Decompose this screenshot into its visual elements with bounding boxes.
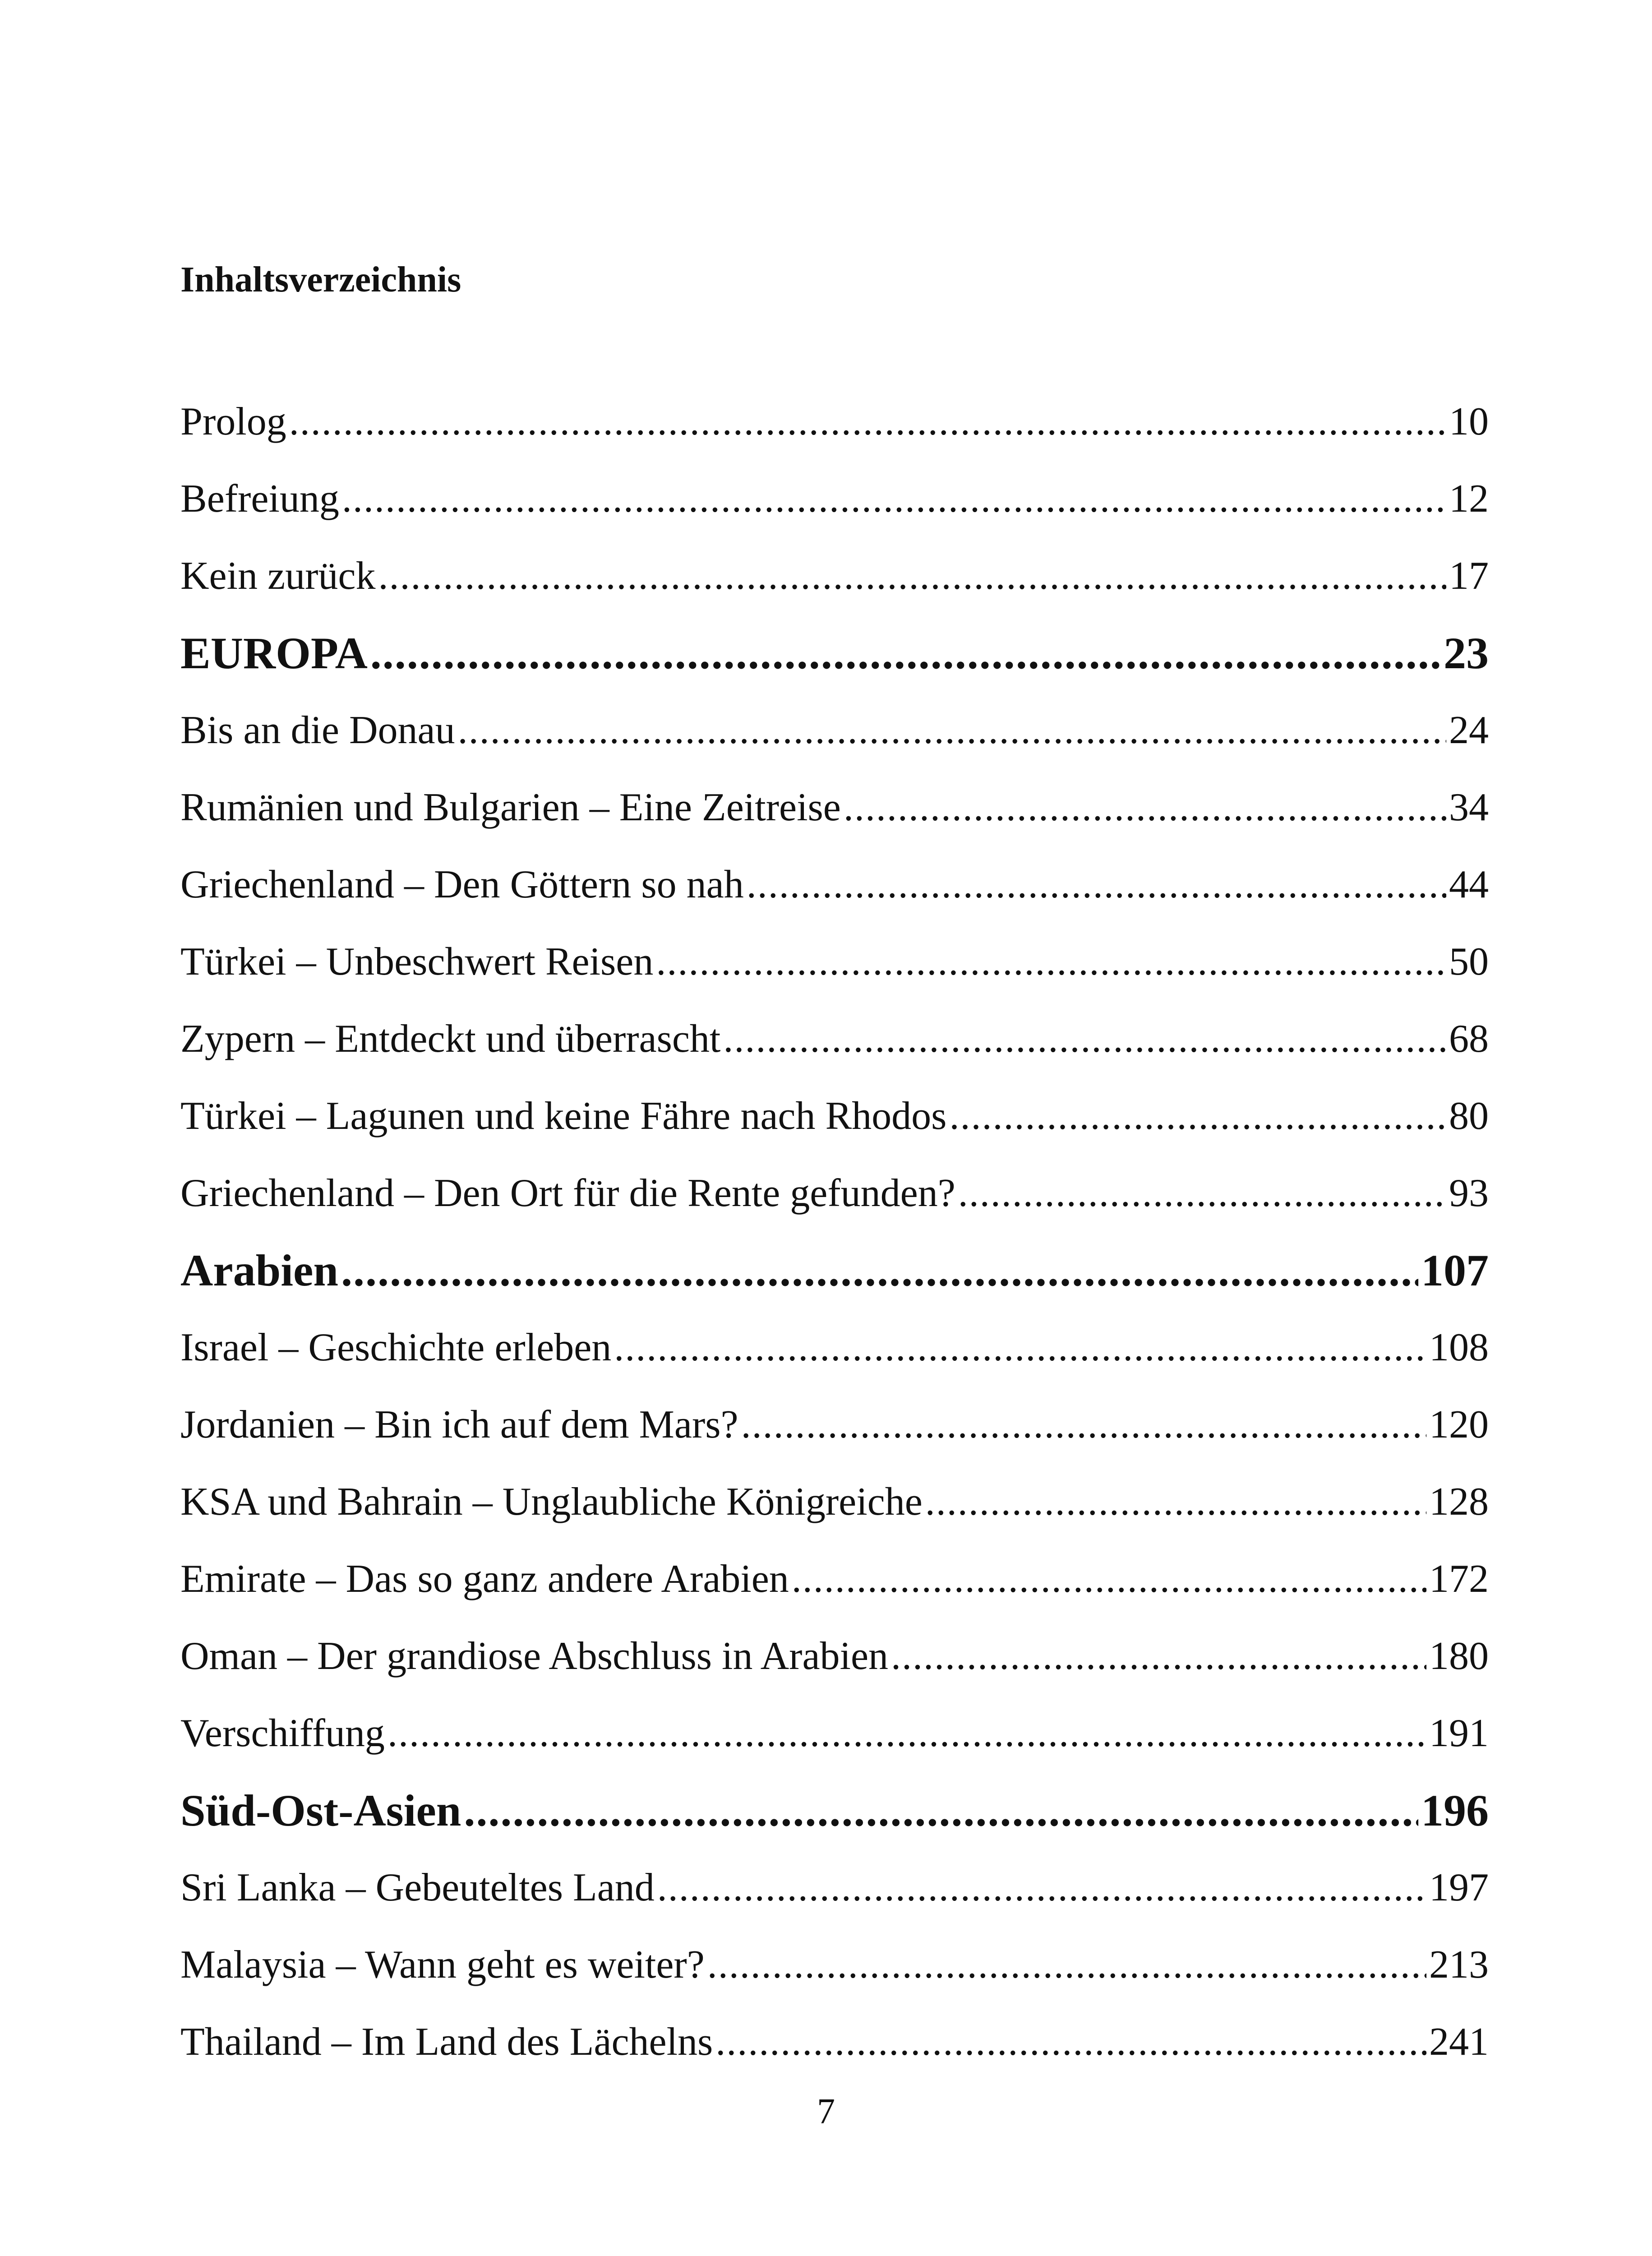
toc-entry[interactable] — [180, 547, 1489, 624]
toc-entry-page: 197 — [1429, 1866, 1489, 1909]
toc-dot-leader — [949, 1087, 1446, 1146]
toc-entry[interactable] — [180, 701, 1489, 778]
toc-dot-leader — [792, 1550, 1426, 1609]
toc-dot-leader — [378, 547, 1446, 606]
toc-entry[interactable] — [180, 1318, 1489, 1396]
toc-entry-title: Oman – Der grandiose Abschluss in Arabien — [180, 1634, 889, 1678]
toc-entry-title: EUROPA — [180, 628, 368, 678]
toc-dot-leader — [342, 470, 1446, 528]
toc-dot-leader — [464, 1781, 1418, 1840]
toc-dot-leader — [458, 701, 1446, 760]
toc-entry-title: KSA und Bahrain – Unglaubliche Königreiche — [180, 1480, 923, 1524]
toc-entry-title: Arabien — [180, 1245, 338, 1295]
toc-entry-page: 12 — [1449, 477, 1489, 521]
toc-entry-title: Verschiffung — [180, 1711, 385, 1755]
toc-entry-page: 180 — [1429, 1634, 1489, 1678]
toc-dot-leader — [844, 778, 1446, 837]
toc-entry-title: Kein zurück — [180, 554, 376, 598]
toc-entry[interactable] — [180, 1164, 1489, 1241]
toc-entry[interactable] — [180, 1473, 1489, 1550]
toc-entry-title: Israel – Geschichte erleben — [180, 1326, 612, 1369]
toc-dot-leader — [656, 933, 1446, 991]
toc-dot-leader — [657, 1858, 1426, 1917]
toc-dot-leader — [741, 1396, 1426, 1454]
toc-section-entry[interactable] — [180, 624, 1489, 701]
toc-entry[interactable] — [180, 1010, 1489, 1087]
toc-entry[interactable] — [180, 1087, 1489, 1164]
toc-dot-leader — [341, 1241, 1418, 1300]
toc-entry-title: Türkei – Unbeschwert Reisen — [180, 940, 654, 984]
toc-entry-page: 191 — [1429, 1711, 1489, 1755]
toc-entry-title: Prolog — [180, 400, 286, 444]
toc-entry-title: Sri Lanka – Gebeuteltes Land — [180, 1866, 655, 1909]
toc-entry-page: 213 — [1429, 1943, 1489, 1987]
toc-entry[interactable] — [180, 1858, 1489, 1936]
toc-section-entry[interactable] — [180, 1781, 1489, 1858]
toc-entry-title: Rumänien und Bulgarien – Eine Zeitreise — [180, 786, 841, 829]
toc-entry-page: 44 — [1449, 863, 1489, 906]
toc-entry[interactable] — [180, 2013, 1489, 2090]
toc-entry[interactable] — [180, 470, 1489, 547]
toc-entry-title: Malaysia – Wann geht es weiter? — [180, 1943, 705, 1987]
toc-dot-leader — [370, 624, 1441, 683]
toc-entry-title: Befreiung — [180, 477, 339, 521]
toc-entry[interactable] — [180, 1396, 1489, 1473]
toc-entry-page: 107 — [1421, 1245, 1489, 1295]
toc-entry-page: 108 — [1429, 1326, 1489, 1369]
page-number: 7 — [817, 2092, 835, 2131]
toc-entry[interactable] — [180, 855, 1489, 933]
toc-dot-leader — [925, 1473, 1426, 1531]
toc-entry-title: Bis an die Donau — [180, 708, 455, 752]
toc-entry[interactable] — [180, 393, 1489, 470]
toc-entry-page: 196 — [1421, 1785, 1489, 1835]
toc-dot-leader — [614, 1318, 1426, 1377]
toc-heading: Inhaltsverzeichnis — [180, 260, 461, 300]
toc-entry-page: 17 — [1449, 554, 1489, 598]
toc-entry-title: Thailand – Im Land des Lächelns — [180, 2020, 713, 2064]
toc-entry-title: Zypern – Entdeckt und überrascht — [180, 1017, 721, 1061]
toc-entry[interactable] — [180, 1704, 1489, 1781]
toc-section-entry[interactable] — [180, 1241, 1489, 1318]
toc-dot-leader — [388, 1704, 1426, 1763]
toc-entry-page: 172 — [1429, 1557, 1489, 1601]
toc-entry-title: Süd-Ost-Asien — [180, 1785, 461, 1835]
toc-entry-page: 80 — [1449, 1094, 1489, 1138]
toc-entry[interactable] — [180, 1936, 1489, 2013]
toc-dot-leader — [891, 1627, 1426, 1686]
toc-entry[interactable] — [180, 778, 1489, 855]
toc-list — [180, 393, 1489, 2090]
toc-entry-page: 50 — [1449, 940, 1489, 984]
toc-dot-leader — [715, 2013, 1426, 2071]
toc-dot-leader — [289, 393, 1446, 451]
toc-entry-page: 34 — [1449, 786, 1489, 829]
toc-entry[interactable] — [180, 933, 1489, 1010]
toc-entry-page: 128 — [1429, 1480, 1489, 1524]
toc-entry-title: Türkei – Lagunen und keine Fähre nach Rhodos — [180, 1094, 947, 1138]
toc-entry-title: Griechenland – Den Ort für die Rente gefunden? — [180, 1171, 955, 1215]
toc-entry[interactable] — [180, 1550, 1489, 1627]
toc-dot-leader — [747, 855, 1446, 914]
toc-entry-page: 10 — [1449, 400, 1489, 444]
toc-dot-leader — [707, 1936, 1426, 1994]
toc-entry-page: 68 — [1449, 1017, 1489, 1061]
toc-entry-page: 93 — [1449, 1171, 1489, 1215]
toc-entry-title: Emirate – Das so ganz andere Arabien — [180, 1557, 789, 1601]
toc-dot-leader — [958, 1164, 1446, 1223]
toc-entry-page: 120 — [1429, 1403, 1489, 1447]
toc-dot-leader — [723, 1010, 1446, 1068]
toc-entry-page: 241 — [1429, 2020, 1489, 2064]
toc-entry[interactable] — [180, 1627, 1489, 1704]
toc-entry-title: Griechenland – Den Göttern so nah — [180, 863, 744, 906]
toc-entry-page: 23 — [1444, 628, 1489, 678]
toc-entry-title: Jordanien – Bin ich auf dem Mars? — [180, 1403, 738, 1447]
toc-entry-page: 24 — [1449, 708, 1489, 752]
